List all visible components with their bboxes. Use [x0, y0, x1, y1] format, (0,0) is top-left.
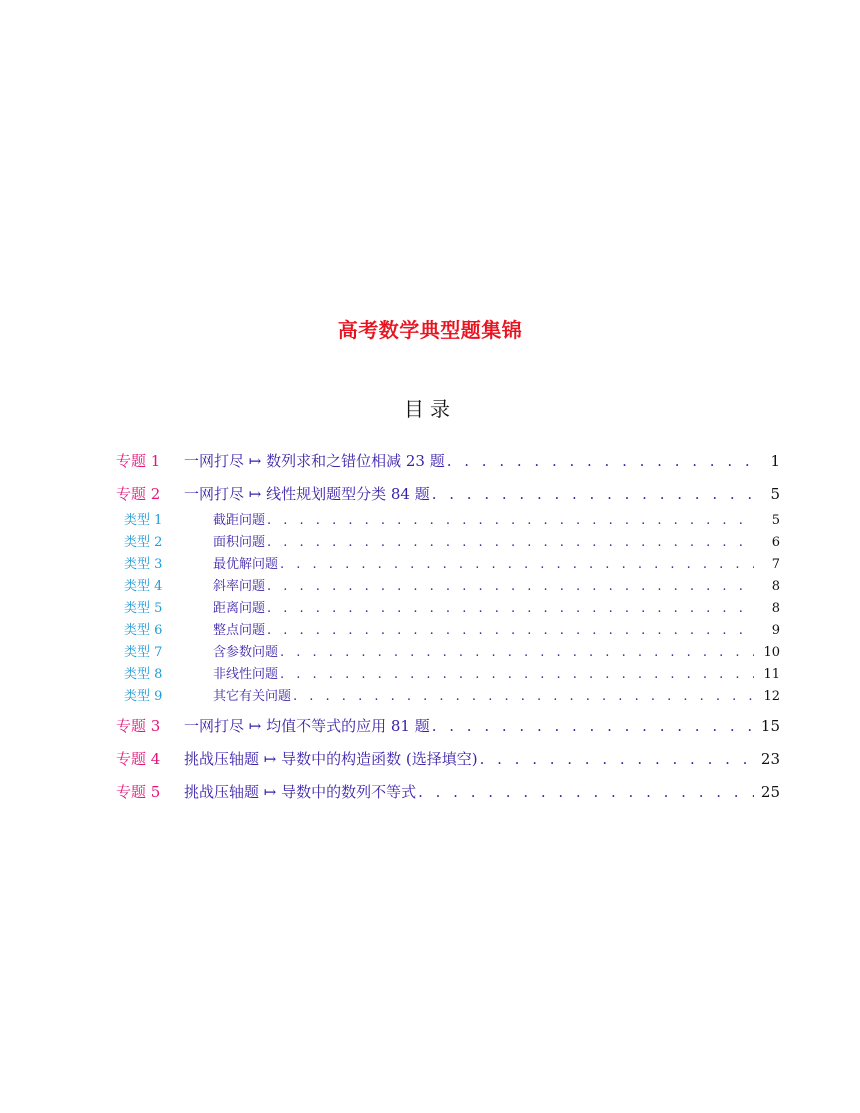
section-entry[interactable]: [213, 641, 780, 660]
section-number: 类型 8: [124, 667, 163, 682]
chapter-title: 一网打尽 ↦ 数列求和之错位相减 23 题: [184, 452, 445, 470]
chapter-number: 专题 4: [116, 750, 161, 768]
dot-leader: [265, 535, 754, 550]
page-number: 5: [770, 485, 780, 503]
section-title: 最优解问题: [213, 557, 279, 572]
chapter-number: 专题 5: [116, 783, 161, 801]
dot-leader: [278, 645, 754, 660]
section-number: 类型 4: [124, 579, 163, 594]
section-entry[interactable]: [213, 619, 780, 638]
page-number: 8: [771, 601, 780, 616]
section-entry[interactable]: [213, 509, 780, 528]
page-number: 10: [763, 645, 780, 660]
chapter-title: 一网打尽 ↦ 线性规划题型分类 84 题: [184, 485, 430, 503]
toc-section-2[interactable]: [0, 531, 860, 549]
page-number: 25: [760, 783, 780, 801]
page-number: 1: [770, 452, 780, 470]
section-entry[interactable]: [213, 553, 780, 572]
page-number: 9: [771, 623, 780, 638]
toc-heading: 目录: [404, 397, 456, 421]
section-number: 类型 3: [124, 557, 163, 572]
section-title: 其它有关问题: [213, 689, 292, 704]
section-title: 非线性问题: [213, 667, 279, 682]
page-number: 15: [760, 717, 780, 735]
chapter-entry[interactable]: [184, 450, 780, 471]
chapter-number: 专题 1: [116, 452, 161, 470]
section-entry[interactable]: [213, 531, 780, 550]
chapter-number: 专题 2: [116, 485, 161, 503]
toc-chapter-1[interactable]: [0, 450, 860, 470]
chapter-title: 挑战压轴题 ↦ 导数中的数列不等式: [184, 783, 417, 801]
dot-leader: [416, 783, 754, 801]
page-number: 5: [771, 513, 780, 528]
toc-section-9[interactable]: [0, 685, 860, 703]
dot-leader: [430, 485, 754, 503]
dot-leader: [265, 623, 754, 638]
section-entry[interactable]: [213, 685, 780, 704]
page-number: 11: [763, 667, 780, 682]
dot-leader: [278, 557, 754, 572]
section-entry[interactable]: [213, 575, 780, 594]
toc-chapter-3[interactable]: [0, 715, 860, 735]
section-title: 距离问题: [213, 601, 266, 616]
toc-chapter-2[interactable]: [0, 483, 860, 503]
dot-leader: [445, 452, 754, 470]
toc-chapter-4[interactable]: [0, 748, 860, 768]
chapter-number: 专题 3: [116, 717, 161, 735]
chapter-entry[interactable]: [184, 781, 780, 802]
section-title: 整点问题: [213, 623, 266, 638]
section-number: 类型 6: [124, 623, 163, 638]
toc-section-5[interactable]: [0, 597, 860, 615]
chapter-title: 挑战压轴题 ↦ 导数中的构造函数 (选择填空): [184, 750, 478, 768]
section-title: 含参数问题: [213, 645, 279, 660]
dot-leader: [265, 513, 754, 528]
page-number: 6: [771, 535, 780, 550]
dot-leader: [291, 689, 754, 704]
page-number: 23: [760, 750, 780, 768]
dot-leader: [430, 717, 754, 735]
chapter-entry[interactable]: [184, 748, 780, 769]
chapter-title: 一网打尽 ↦ 均值不等式的应用 81 题: [184, 717, 430, 735]
section-title: 截距问题: [213, 513, 266, 528]
section-entry[interactable]: [213, 597, 780, 616]
toc-section-4[interactable]: [0, 575, 860, 593]
section-number: 类型 1: [124, 513, 163, 528]
toc-section-7[interactable]: [0, 641, 860, 659]
section-number: 类型 9: [124, 689, 163, 704]
chapter-entry[interactable]: [184, 483, 780, 504]
toc-section-1[interactable]: [0, 509, 860, 527]
page-number: 12: [763, 689, 780, 704]
chapter-entry[interactable]: [184, 715, 780, 736]
page-number: 7: [771, 557, 780, 572]
section-number: 类型 7: [124, 645, 163, 660]
toc-section-6[interactable]: [0, 619, 860, 637]
toc-section-8[interactable]: [0, 663, 860, 681]
toc-section-3[interactable]: [0, 553, 860, 571]
dot-leader: [265, 601, 754, 616]
section-title: 斜率问题: [213, 579, 266, 594]
page-number: 8: [771, 579, 780, 594]
dot-leader: [265, 579, 754, 594]
section-number: 类型 5: [124, 601, 163, 616]
document-title: 高考数学典型题集锦: [337, 318, 523, 342]
toc-chapter-5[interactable]: [0, 781, 860, 801]
dot-leader: [278, 667, 754, 682]
section-entry[interactable]: [213, 663, 780, 682]
section-title: 面积问题: [213, 535, 266, 550]
dot-leader: [478, 750, 754, 768]
section-number: 类型 2: [124, 535, 163, 550]
